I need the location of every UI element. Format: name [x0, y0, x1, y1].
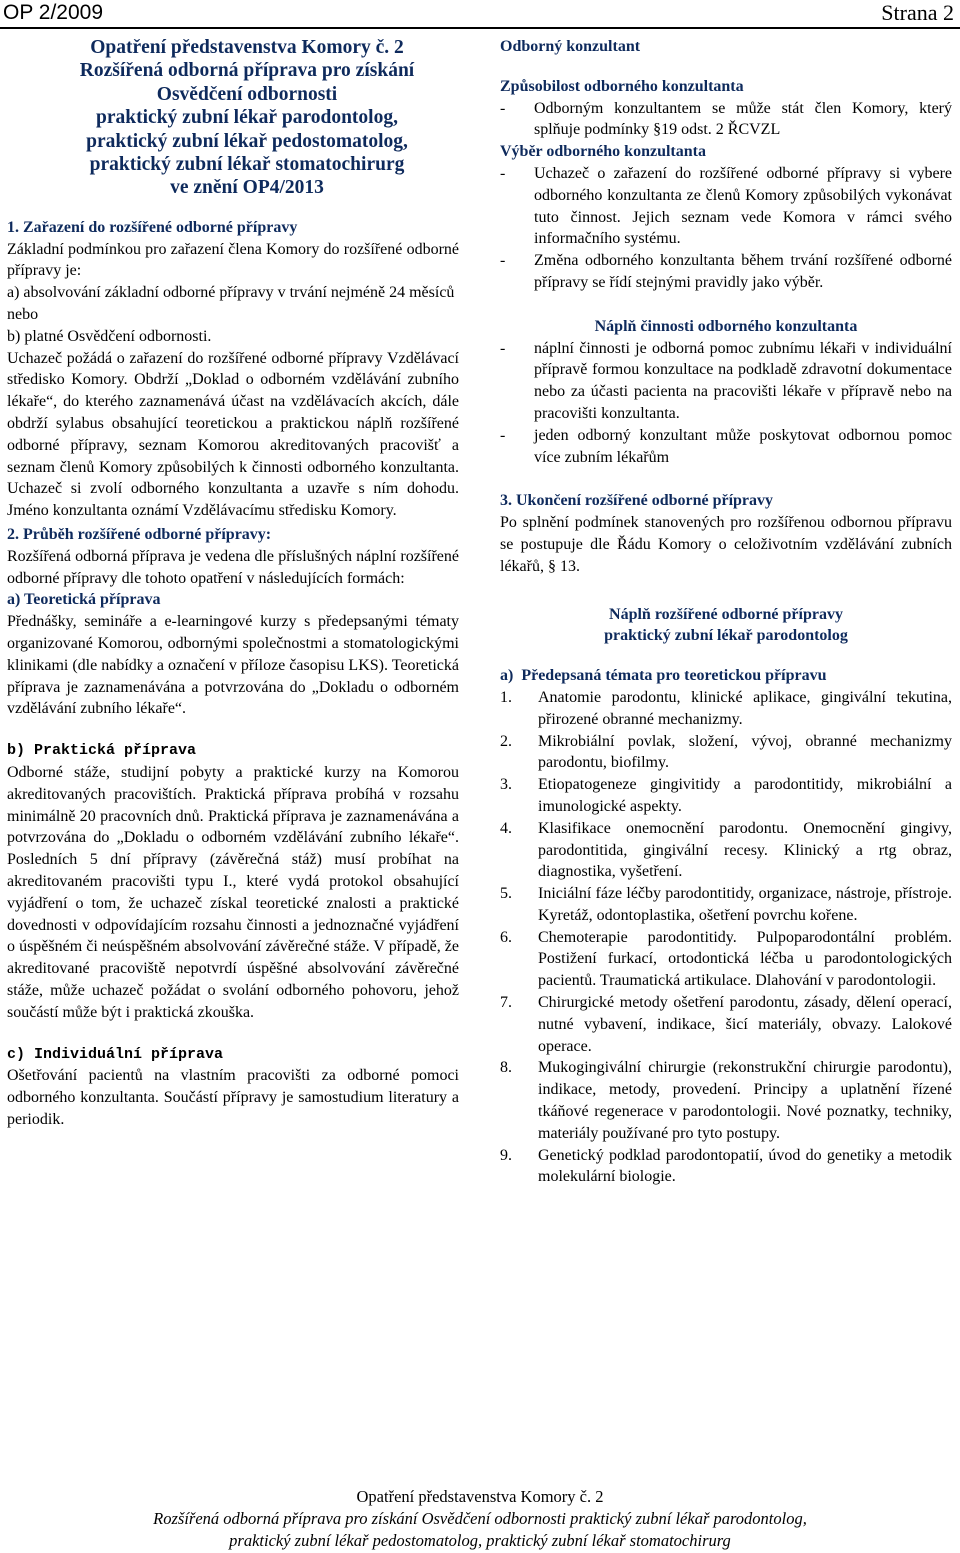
topic-text: Chemoterapie parodontitidy. Pulpoparodontální problém. Postižení furkací, ortodontická léčba u parodontologických pacientů. Traumatická artikulace. Dlahování v parodontologii.	[538, 928, 952, 990]
topic-text: Klasifikace onemocnění parodontu. Onemocnění gingivy, parodontitida, gingivální recesy. Klinický a rtg obraz, diagnostika, vyšetření.	[538, 819, 952, 881]
title-line: praktický zubní lékař parodontolog,	[96, 107, 398, 129]
topic-text: Mukogingivální chirurgie (rekonstrukční chirurgie parodontu), indikace, metody, provedení. Principy a uplatnění řízené tkáňové regenerace v parodontologii. Nové poznatky, techniky, materiály používané pro tyto postupy.	[538, 1059, 952, 1142]
topic-text: Genetický podklad parodontopatií, úvod do genetiky a metodik molekulární biologie.	[538, 1146, 952, 1186]
list-item	[500, 98, 952, 142]
topic-number: 5.	[500, 885, 512, 903]
topic-item	[500, 731, 952, 775]
topic-item	[500, 1145, 952, 1189]
topic-number: 6.	[500, 928, 512, 946]
title-line: praktický zubní lékař stomatochirurg	[89, 154, 405, 176]
list-text: náplní činnosti je odborná pomoc zubnímu lékaři v individuální přípravě formou konzultace na podkladě zdravotní dokumentace nebo za účasti pacienta na pracovišti lékaře v přípravě nebo na pracovišti konzultanta.	[534, 339, 952, 422]
topic-item	[500, 927, 952, 992]
footer-line-2: Rozšířená odborná příprava pro získání Osvědčení odbornosti praktický zubní lékař parodontolog,	[153, 1509, 807, 1528]
list-dash: -	[500, 99, 506, 117]
topic-item	[500, 883, 952, 927]
section-2a-body: Přednášky, semináře a e-learningové kurzy s předepsanými tématy organizované Komorou, odbornými společnostmi a stomatologickými klinikami (dle nabídky a označení v příloze časopisu LKS). Teoretická příprava je zaznamenávána a potvrzována do „Dokladu o odborném vzdělávání zubního lékaře“.	[7, 613, 459, 718]
title-line: ve znění OP4/2013	[170, 177, 324, 199]
header-rule	[0, 27, 960, 29]
topic-text: Iniciální fáze léčby parodontitidy, organizace, nástroje, přístroje. Kyretáž, odontoplastika, ošetření povrchu kořene.	[538, 885, 952, 924]
section-3-body: Po splnění podmínek stanovených pro rozšířenou odbornou přípravu se postupuje dle Řádu Komory o celoživotním vzdělávání zubních lékařů, § 13.	[500, 514, 952, 575]
topic-number: 3.	[500, 776, 512, 794]
list-text: Změna odborného konzultanta během trvání rozšířené odborné přípravy se řídí stejnými pravidly jako výběr.	[534, 252, 952, 291]
section-2-heading: 2. Průběh rozšířené odborné přípravy:	[7, 526, 272, 543]
topic-text: Mikrobiální povlak, složení, vývoj, obranné mechanizmy parodontu, biofilmy.	[538, 732, 952, 772]
list-item	[500, 425, 952, 469]
title-line: Osvědčení odbornosti	[156, 83, 338, 105]
section-1-body: Uchazeč požádá o zařazení do rozšířené odborné přípravy Vzdělávací středisko Komory. Obdrží „Doklad o odborném vzdělávání zubního lékaře“, do kterého zaznamenává účast na vzdělávacích akcích, dále obdrží sylabus obsahující teoretickou a praktickou náplň rozšířené odborné přípravy, seznam Komorou akreditovaných pracovišť a seznam členů Komory způsobilých k činnosti odborného konzultanta. Uchazeč si zvolí odborného konzultanta a uzavře s ním dohodu. Jméno konzultanta oznámí Vzdělávacímu středisku Komory.	[7, 349, 459, 520]
section-1-intro: Základní podmínkou pro zařazení člena Komory do rozšířené odborné přípravy je:	[7, 240, 459, 280]
topic-number: 7.	[500, 994, 512, 1012]
footer-line-3: praktický zubní lékař pedostomatolog, praktický zubní lékař stomatochirurg	[229, 1531, 731, 1550]
header-left: OP 2/2009	[3, 1, 104, 24]
topic-item	[500, 818, 952, 883]
section-1-item-a: a) absolvování základní odborné přípravy v trvání nejméně 24 měsíců	[7, 284, 455, 302]
topic-text: Chirurgické metody ošetření parodontu, zásady, dělení operací, nutné vybavení, indikace, šicí materiály, obvazy. Lalokové operace.	[538, 994, 952, 1055]
list-item	[500, 250, 952, 294]
list-dash: -	[500, 339, 506, 357]
section-2b-heading: b) Praktická příprava	[7, 742, 197, 760]
section-2c-heading: c) Individuální příprava	[7, 1045, 224, 1063]
list-text: Odborným konzultantem se může stát člen Komory, který splňuje podmínky §19 odst. 2 ŘCVZL	[534, 99, 952, 139]
list-item	[500, 163, 952, 250]
consultant-heading: Odborný konzultant	[500, 38, 641, 55]
list-text: jeden odborný konzultant může poskytovat odbornou pomoc více zubním lékařům	[534, 426, 952, 466]
section-2b-body: Odborné stáže, studijní pobyty a praktické kurzy na Komorou akreditovaných pracovištích. Praktická příprava probíhá v rozsahu minimálně 20 pracovních dnů. Praktická příprava je zaznamenávána a potvrzována do „Dokladu o odborném vzdělávání zubního lékaře“. Posledních 5 dní přípravy (závěrečná stáž) musí probíhat na akreditovaném pracovišti typu I., které vydá protokol obsahující vyjádření o tom, že uchazeč získal teoretické znalosti a praktické dovednosti v odpovídajícím rozsahu činnosti a jednoznačné vyjádření o úspěšném či neúspěšném absolvování závěrečné stáže. V případě, že akreditované pracoviště nepotvrdí úspěšné absolvování závěrečné stáže, může uchazeč požádat o svolání odborného pohovoru, jehož součástí může být i praktická zkouška.	[7, 763, 459, 1021]
section-3-heading: 3. Ukončení rozšířené odborné přípravy	[500, 492, 774, 510]
page-footer	[0, 1486, 960, 1552]
section-1-or: nebo	[7, 306, 39, 324]
section-2-intro: Rozšířená odborná příprava je vedena dle příslušných náplní rozšířené odborné přípravy dle tohoto opatření v následujících formách:	[7, 547, 459, 587]
topic-item	[500, 687, 952, 731]
section-1-item-b: b) platné Osvědčení odbornosti.	[7, 327, 212, 345]
selection-heading: Výběr odborného konzultanta	[500, 143, 706, 161]
topic-item	[500, 992, 952, 1057]
list-text: Uchazeč o zařazení do rozšířené odborné přípravy si vybere odborného konzultanta ze členů Komory způsobilých vykonávat tuto činnost. Jejich seznam vede Komora v rámci svého informačního systému.	[534, 164, 952, 248]
title-line: Rozšířená odborná příprava pro získání	[79, 60, 415, 82]
topic-item	[500, 774, 952, 818]
syllabus-subtitle: praktický zubní lékař parodontolog	[604, 627, 848, 645]
topic-text: Etiopatogeneze gingivitidy a parodontitidy, mikrobiální a imunologické aspekty.	[538, 776, 952, 815]
syllabus-title: Náplň rozšířené odborné přípravy	[609, 605, 843, 623]
topic-number: 1.	[500, 688, 512, 706]
header-page-number: Strana 2	[881, 0, 954, 25]
title-line: praktický zubní lékař pedostomatolog,	[86, 130, 408, 152]
duties-heading: Náplň činnosti odborného konzultanta	[594, 317, 858, 335]
section-1-heading: 1. Zařazení do rozšířené odborné přípravy	[7, 218, 298, 236]
list-dash: -	[500, 164, 506, 182]
topics-heading: a) Předepsaná témata pro teoretickou přípravu	[500, 667, 827, 685]
left-column	[7, 36, 459, 1131]
topic-number: 4.	[500, 819, 512, 837]
topic-number: 2.	[500, 732, 512, 750]
footer-line-1: Opatření představenstva Komory č. 2	[356, 1487, 604, 1506]
section-2a-heading: a) Teoretická příprava	[7, 591, 161, 609]
right-column	[500, 36, 952, 1188]
topic-text: Anatomie parodontu, klinické aplikace, gingivální tekutina, přirozené obranné mechanizmy.	[538, 688, 952, 728]
list-dash: -	[500, 252, 506, 270]
section-2c-body: Ošetřování pacientů na vlastním pracovišti za odborné pomoci odborného konzultanta. Součástí přípravy je samostudium literatury a periodik.	[7, 1067, 459, 1128]
topic-number: 9.	[500, 1146, 512, 1164]
topic-number: 8.	[500, 1059, 512, 1077]
document-title	[7, 36, 459, 200]
list-dash: -	[500, 426, 506, 444]
title-line: Opatření představenstva Komory č. 2	[90, 37, 404, 58]
topic-item	[500, 1057, 952, 1144]
eligibility-heading: Způsobilost odborného konzultanta	[500, 77, 744, 95]
list-item	[500, 338, 952, 425]
